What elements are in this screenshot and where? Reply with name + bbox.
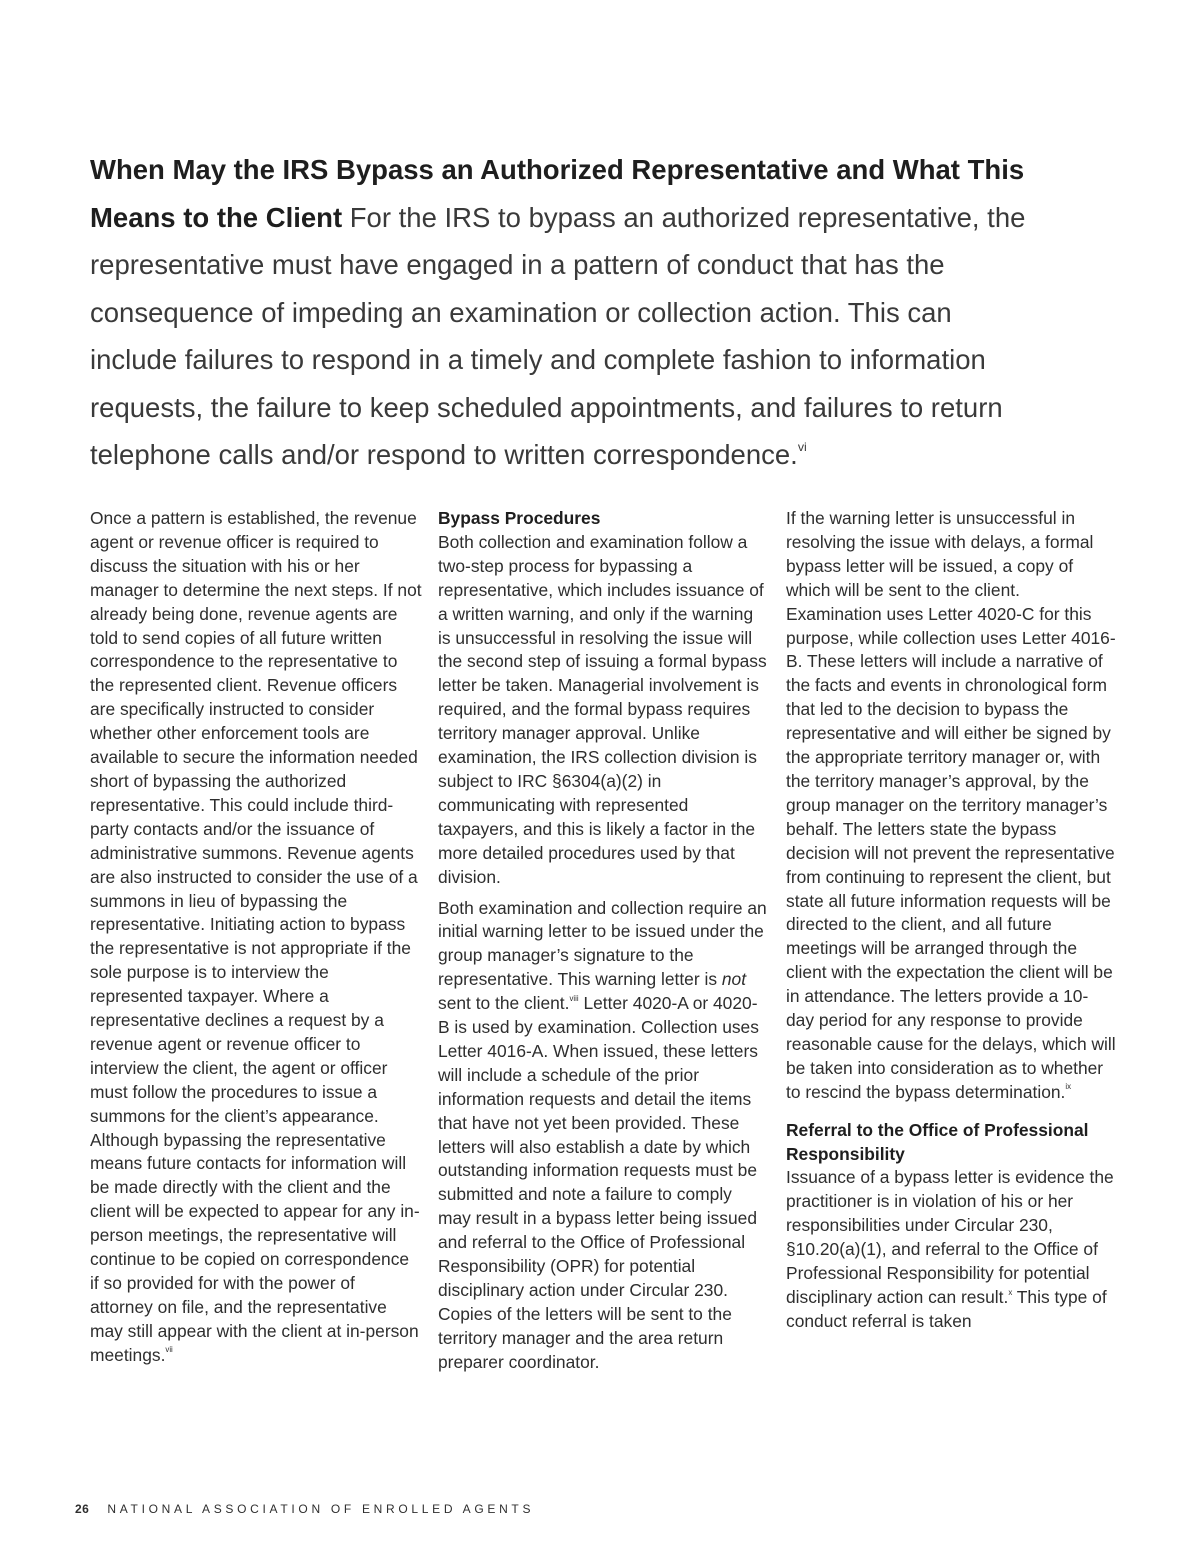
paragraph-text: Both collection and examination follow a two-step process for bypassing a representative, which includes issuance of a written warning, and only if the warning is unsuccessful in resolving the issue will the second step of issuing a formal bypass letter be taken. Managerial involvement is required, and the formal bypass requires territory manager approval. Unlike examination, the IRS collection division is subject to IRC §6304(a)(2) in communicating with represented taxpayers, and this is likely a factor in the more detailed procedures used by that division. [438, 531, 767, 887]
body-paragraph [438, 897, 768, 1375]
page-footer [75, 1502, 534, 1516]
paragraph-text: This type of conduct referral is taken [786, 1287, 1107, 1331]
paragraph-text: Issuance of a bypass letter is evidence the practitioner is in violation of his or her responsibilities under Circular 230, §10.20(a)(1), and referral to the Office of Professional Responsibility for potential disciplinary action can result. [786, 1167, 1114, 1307]
body-paragraph [786, 507, 1116, 1105]
body-paragraph [786, 1119, 1116, 1334]
section-heading-opr-referral: Referral to the Office of Professional Responsibility [786, 1119, 1089, 1164]
column-3 [786, 507, 1116, 1341]
paragraph-text: If the warning letter is unsuccessful in resolving the issue with delays, a formal bypass letter will be issued, a copy of which will be sent to the client. Examination uses Letter 4020-C for this purpose, while collection uses Letter 4016-B. These letters will include a narrative of the facts and events in chronological form that led to the decision to bypass the representative and will either be signed by the appropriate territory manager or, with the territory manager’s approval, by the group manager on the territory manager’s behalf. The letters state the bypass decision will not prevent the representative from continuing to represent the client, but state all future information requests will be directed to the client, and all future meetings will be arranged through the client with the expectation the client will be in attendance. The letters provide a 10-day period for any response to provide reasonable cause for the delays, which will be taken into consideration as to whether to rescind the bypass determination. [786, 508, 1116, 1102]
column-2 [438, 507, 768, 1382]
paragraph-text: sent to the client. [438, 993, 570, 1014]
lead-text: For the IRS to bypass an authorized representative, the representative must have engaged in a pattern of conduct that has the consequence of impeding an examination or collection action. This can include failures to respond in a timely and complete fashion to information requests, the failure to keep scheduled appointments, and failures to return telephone calls and/or respond to written correspondence. [90, 201, 1026, 470]
body-paragraph [438, 507, 768, 890]
footnote-ref[interactable]: vii [165, 1345, 173, 1355]
article-title: When May the IRS Bypass an Authorized Representative and What This Means to the Client [90, 154, 1025, 233]
footnote-ref[interactable]: x [1008, 1287, 1013, 1297]
footnote-ref[interactable]: viii [569, 993, 579, 1003]
publication-name: NATIONAL ASSOCIATION OF ENROLLED AGENTS [107, 1502, 535, 1516]
paragraph-text: Letter 4020-A or 4020-B is used by examination. Collection uses Letter 4016-A. When issued, these letters will include a schedule of the prior information requests and detail the items that have not yet been provided. These letters will also establish a date by which outstanding information requests must be submitted and note a failure to comply may result in a bypass letter being issued and referral to the Office of Professional Responsibility (OPR) for potential disciplinary action under Circular 230. Copies of the letters will be sent to the territory manager and the area return preparer coordinator. [438, 993, 759, 1372]
emphasis-text: not [721, 969, 747, 990]
footnote-ref[interactable]: vi [797, 440, 807, 455]
footnote-ref[interactable]: ix [1065, 1082, 1072, 1092]
column-1 [90, 507, 422, 1375]
lead-paragraph [90, 146, 1040, 479]
page-number: 26 [75, 1502, 90, 1516]
body-paragraph [90, 507, 422, 1368]
section-heading-bypass-procedures: Bypass Procedures [438, 508, 601, 528]
paragraph-text: Both examination and collection require an initial warning letter to be issued under the group manager’s signature to the representative. This warning letter is [438, 897, 767, 990]
paragraph-text: Once a pattern is established, the revenue agent or revenue officer is required to discuss the situation with his or her manager to determine the next steps. If not already being done, revenue agents are told to send copies of all future written correspondence to the representative to the represented client. Revenue officers are specifically instructed to consider whether other enforcement tools are available to secure the information needed short of bypassing the authorized representative. This could include third-party contacts and/or the issuance of administrative summons. Revenue agents are also instructed to consider the use of a summons in lieu of bypassing the representative. Initiating action to bypass the representative is not appropriate if the sole purpose is to interview the represented taxpayer. Where a representative declines a request by a revenue agent or revenue officer to interview the client, the agent or officer must follow the procedures to issue a summons for the client’s appearance. Although bypassing the representative means future contacts for information will be made directly with the client and the client will be expected to appear for any in-person meetings, the representative will continue to be copied on correspondence if so provided for with the power of attorney on file, and the representative may still appear with the client at in-person meetings. [90, 508, 422, 1365]
